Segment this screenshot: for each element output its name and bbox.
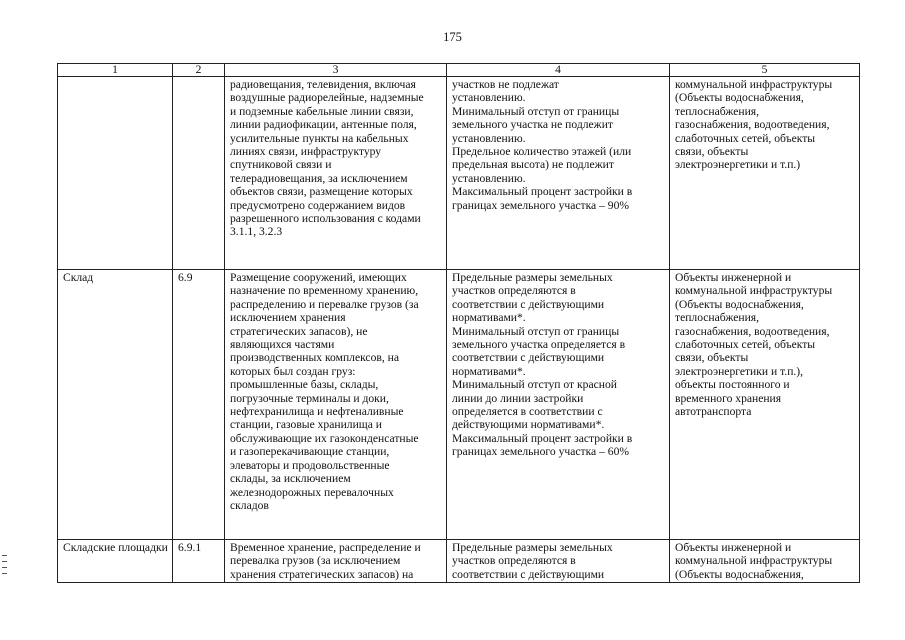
text-line: Максимальный процент застройки в xyxy=(452,185,633,199)
text-line: Объекты инженерной и xyxy=(675,271,792,284)
text-line: исключением хранения xyxy=(230,311,346,325)
parameters-cell xyxy=(447,77,670,270)
use-name-cell: Складские площадки xyxy=(58,540,173,583)
text-line: коммунальной инфраструктуры xyxy=(675,554,833,568)
text-line: назначение по временному хранению, xyxy=(230,284,419,298)
text-line: железнодорожных перевалочных xyxy=(230,485,394,499)
text-line: спутниковой связи и xyxy=(230,158,332,172)
description-cell xyxy=(225,77,447,270)
text-line: участков определяются в xyxy=(452,554,576,568)
use-name-cell xyxy=(58,77,173,270)
text-line: соответствии с действующими xyxy=(452,297,605,311)
text-line: теплоснабжения, xyxy=(675,311,760,325)
text-line: участков не подлежат xyxy=(452,78,559,91)
text-line: земельного участка определяется в xyxy=(452,338,626,352)
text-line: коммунальной инфраструктуры xyxy=(675,284,833,298)
text-line: производственных комплексов, на xyxy=(230,351,399,365)
use-code-cell xyxy=(173,77,225,270)
text-line: и подземные кабельные линии связи, xyxy=(230,104,414,118)
text-line: усилительные пункты на кабельных xyxy=(230,131,409,145)
text-line: складов xyxy=(230,498,269,512)
text-line: хранения стратегических запасов) на xyxy=(230,567,414,581)
description-cell xyxy=(225,270,447,540)
text-line: действующими нормативами*. xyxy=(452,418,605,432)
text-line: временного хранения xyxy=(675,391,782,405)
text-line: объектов связи, размещение которых xyxy=(230,185,413,199)
text-line: Предельное количество этажей (или xyxy=(452,145,632,159)
table-row xyxy=(58,540,860,583)
text-line: (Объекты водоснабжения, xyxy=(675,91,804,105)
column-header-3: 3 xyxy=(225,64,447,77)
auxiliary-uses-cell xyxy=(670,540,860,583)
text-line: Предельные размеры земельных xyxy=(452,271,613,284)
text-line: склады, за исключением xyxy=(230,472,351,486)
text-line: Минимальный отступ от границы xyxy=(452,104,620,118)
column-header-2: 2 xyxy=(173,64,225,77)
text-line: Минимальный отступ от красной xyxy=(452,378,617,392)
text-line: Минимальный отступ от границы xyxy=(452,324,620,338)
page-number: 175 xyxy=(443,30,462,44)
text-line: линии радиофикации, антенные поля, xyxy=(230,118,417,132)
text-line: Размещение сооружений, имеющих xyxy=(230,271,407,284)
text-line: границах земельного участка – 90% xyxy=(452,198,630,212)
text-line: и газоперекачивающие станции, xyxy=(230,445,390,459)
text-line: установлению. xyxy=(452,171,526,185)
auxiliary-uses-cell xyxy=(670,270,860,540)
text-line: линии до линии застройки xyxy=(452,391,584,405)
text-line: связи, объекты xyxy=(675,145,749,159)
column-header-5: 5 xyxy=(670,64,860,77)
text-line: земельного участка не подлежит xyxy=(452,118,613,132)
text-line: (Объекты водоснабжения, xyxy=(675,297,804,311)
text-line: Объекты инженерной и xyxy=(675,541,792,554)
text-line: стратегических запасов), не xyxy=(230,324,368,338)
text-line: воздушные радиорелейные, надземные xyxy=(230,91,424,105)
text-line: Максимальный процент застройки в xyxy=(452,431,633,445)
text-line: установлению. xyxy=(452,131,526,145)
text-line: телерадиовещания, за исключением xyxy=(230,171,408,185)
text-line: перевалка грузов (за исключением xyxy=(230,554,401,568)
description-cell xyxy=(225,540,447,583)
text-line: (Объекты водоснабжения, xyxy=(675,567,804,581)
scan-margin-marks xyxy=(2,555,8,579)
text-line: 3.1.1, 3.2.3 xyxy=(230,225,283,239)
text-line: нормативами*. xyxy=(452,364,526,378)
header-row xyxy=(58,64,860,77)
text-line: соответствии с действующими xyxy=(452,567,605,581)
text-line: слаботочных сетей, объекты xyxy=(675,338,816,352)
text-line: погрузочные терминалы и доки, xyxy=(230,391,389,405)
text-line: газоснабжения, водоотведения, xyxy=(675,118,830,132)
text-line: предусмотрено содержанием видов xyxy=(230,198,406,212)
text-line: нормативами*. xyxy=(452,311,526,325)
use-code-cell: 6.9 xyxy=(173,270,225,540)
text-line: участков определяются в xyxy=(452,284,576,298)
land-use-table xyxy=(57,63,860,583)
text-line: автотранспорта xyxy=(675,405,752,419)
text-line: линиях связи, инфраструктуру xyxy=(230,145,382,159)
text-line: являющихся частями xyxy=(230,338,335,352)
text-line: газоснабжения, водоотведения, xyxy=(675,324,830,338)
text-line: соответствии с действующими xyxy=(452,351,605,365)
text-line: разрешенного использования с кодами xyxy=(230,212,421,226)
text-line: границах земельного участка – 60% xyxy=(452,445,630,459)
text-line: элеваторы и продовольственные xyxy=(230,458,390,472)
text-line: нефтехранилища и нефтеналивные xyxy=(230,405,404,419)
auxiliary-uses-cell xyxy=(670,77,860,270)
text-line: электроэнергетики и т.п.) xyxy=(675,158,801,172)
text-line: обслуживающие их газоконденсатные xyxy=(230,431,419,445)
text-line: слаботочных сетей, объекты xyxy=(675,131,816,145)
parameters-cell xyxy=(447,270,670,540)
text-line: теплоснабжения, xyxy=(675,104,760,118)
text-line: радиовещания, телевидения, включая xyxy=(230,78,416,91)
text-line: электроэнергетики и т.п.), xyxy=(675,364,804,378)
text-line: станции, газовые хранилища и xyxy=(230,418,382,432)
text-line: промышленные базы, склады, xyxy=(230,378,379,392)
text-line: Временное хранение, распределение и xyxy=(230,541,421,554)
text-line: коммунальной инфраструктуры xyxy=(675,78,833,91)
use-name-cell: Склад xyxy=(58,270,173,540)
text-line: Предельные размеры земельных xyxy=(452,541,613,554)
table-row xyxy=(58,77,860,270)
column-header-4: 4 xyxy=(447,64,670,77)
parameters-cell xyxy=(447,540,670,583)
text-line: установлению. xyxy=(452,91,526,105)
use-code-cell: 6.9.1 xyxy=(173,540,225,583)
text-line: связи, объекты xyxy=(675,351,749,365)
column-header-1: 1 xyxy=(58,64,173,77)
text-line: предельная высота) не подлежит xyxy=(452,158,614,172)
text-line: которых был создан груз: xyxy=(230,364,356,378)
text-line: распределению и перевалке грузов (за xyxy=(230,297,419,311)
text-line: определяется в соответствии с xyxy=(452,405,603,419)
text-line: объекты постоянного и xyxy=(675,378,790,392)
table-row xyxy=(58,270,860,540)
